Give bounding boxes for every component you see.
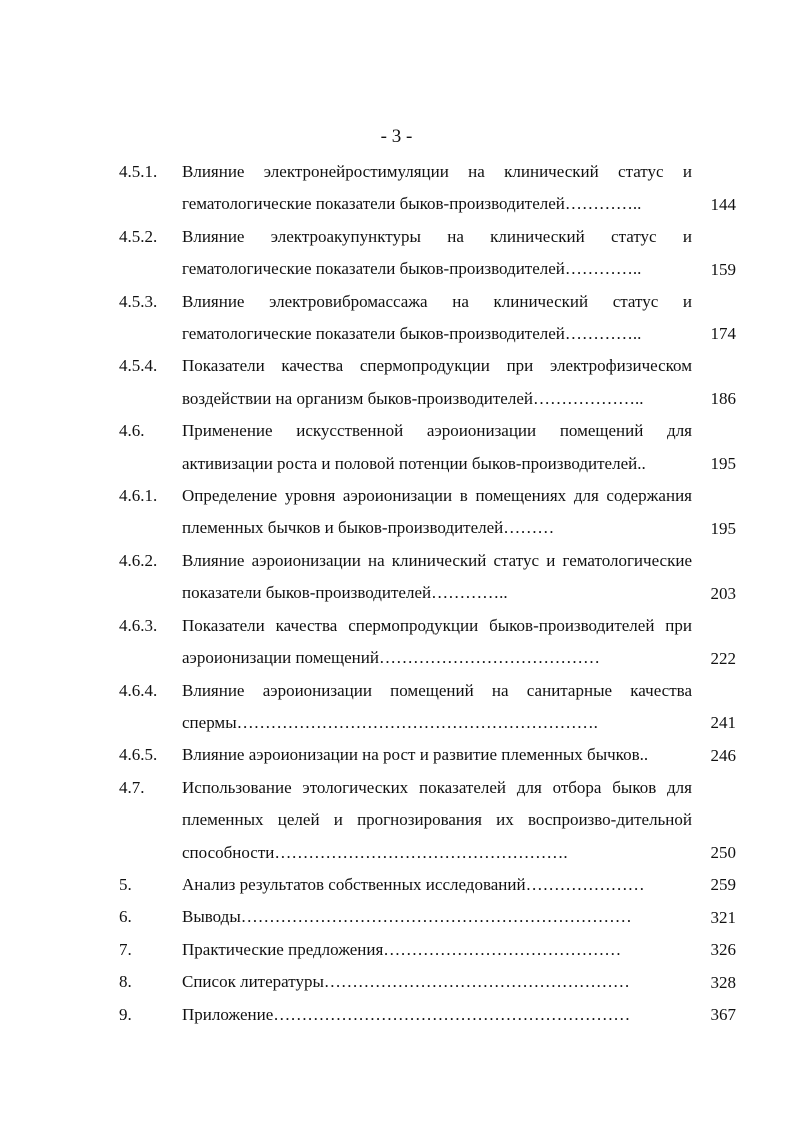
toc-entry-title: Выводы…………………………………………………………… <box>182 907 632 927</box>
toc-entry <box>0 999 793 1031</box>
toc-entry-title: Показатели качества спермопродукции при электрофизическом воздействии на организм быков-производителей……………….. <box>182 356 692 408</box>
toc-entry-number: 4.6.1. <box>119 486 158 506</box>
toc-entry-title: Практические предложения…………………………………… <box>182 939 622 959</box>
toc-entry-number: 4.6.5. <box>119 745 158 765</box>
toc-entry <box>0 739 793 771</box>
toc-entry-title: Влияние электровибромассажа на клинический статус и гематологические показатели быков-производителей………….. <box>182 291 692 344</box>
toc-entry <box>0 480 793 545</box>
toc-entry-title: Определение уровня аэроионизации в помещениях для содержания племенных бычков и быков-производителей……… <box>182 486 692 538</box>
toc-entry <box>0 610 793 675</box>
toc-entry-number: 6. <box>119 907 132 927</box>
toc-entry-title: Показатели качества спермопродукции быков-производителей при аэроионизации помещений………………………………… <box>182 615 692 668</box>
toc-entry-number: 4.5.4. <box>119 356 158 376</box>
toc-entry <box>0 221 793 286</box>
toc-entry <box>0 675 793 740</box>
toc-entry-title: Влияние аэроионизации помещений на санитарные качества спермы………………………………………………………. <box>182 680 692 732</box>
toc-entry-number: 4.6.3. <box>119 615 158 635</box>
toc-entry <box>0 934 793 966</box>
toc-entry-page: 195 <box>710 518 736 538</box>
toc-entry-page: 186 <box>710 389 736 409</box>
toc-entry-page: 203 <box>710 583 736 603</box>
toc-entry-number: 5. <box>119 874 132 894</box>
toc-entry-page: 144 <box>710 194 736 214</box>
toc-entry-number: 4.5.1. <box>119 162 158 181</box>
toc-entry-title: Влияние электроакупунктуры на клинический статус и гематологические показатели быков-производителей………….. <box>182 226 692 279</box>
toc-entry-page: 326 <box>710 940 736 960</box>
toc-entry-page: 259 <box>710 875 736 895</box>
toc-entry-number: 8. <box>119 972 132 992</box>
toc-entry-number: 7. <box>119 939 132 959</box>
toc-entry-title: Приложение……………………………………………………… <box>182 1004 631 1024</box>
toc-entry-page: 367 <box>710 1004 736 1024</box>
toc-entry-title: Влияние аэроионизации на клинический статус и гематологические показатели быков-производителей………….. <box>182 550 692 603</box>
toc-entry <box>0 772 793 869</box>
toc-entry <box>0 869 793 901</box>
toc-entry-title: Влияние электронейростимуляции на клинический статус и гематологические показатели быков-производителей………….. <box>182 162 692 214</box>
toc-entry-number: 4.5.3. <box>119 291 158 311</box>
toc-entry-number: 4.6.4. <box>119 680 158 700</box>
toc-entry-title: Использование этологических показателей для отбора быков для племенных целей и прогнозирования их воспроизво-дительной способности……………………………………………. <box>182 777 692 862</box>
toc-entry-title: Анализ результатов собственных исследований………………… <box>182 874 645 894</box>
toc-entry <box>0 966 793 998</box>
toc-entry-page: 195 <box>710 454 736 474</box>
toc-entry <box>0 350 793 415</box>
toc-entry-number: 4.7. <box>119 777 145 797</box>
table-of-contents <box>0 156 793 1031</box>
toc-entry <box>0 415 793 480</box>
toc-entry-page: 222 <box>710 648 736 668</box>
toc-entry <box>0 545 793 610</box>
toc-entry-title: Влияние аэроионизации на рост и развитие племенных бычков.. <box>182 745 649 765</box>
toc-entry-page: 321 <box>710 907 736 927</box>
toc-entry-number: 4.6.2. <box>119 550 158 570</box>
toc-entry-page: 246 <box>710 745 736 765</box>
toc-entry-page: 250 <box>710 842 736 862</box>
toc-entry-title: Список литературы……………………………………………… <box>182 972 630 992</box>
toc-entry-page: 159 <box>710 259 736 279</box>
page-number: - 3 - <box>380 126 413 147</box>
toc-entry-page: 328 <box>710 972 736 992</box>
toc-entry <box>0 901 793 933</box>
toc-entry-number: 4.5.2. <box>119 226 158 246</box>
toc-entry-page: 174 <box>710 324 736 344</box>
toc-entry-number: 9. <box>119 1004 132 1024</box>
toc-entry-title: Применение искусственной аэроионизации помещений для активизации роста и половой потенции быков-производителей.. <box>182 421 692 473</box>
toc-entry <box>0 156 793 221</box>
toc-entry-number: 4.6. <box>119 421 145 441</box>
toc-entry-page: 241 <box>710 713 736 733</box>
toc-entry <box>0 286 793 351</box>
